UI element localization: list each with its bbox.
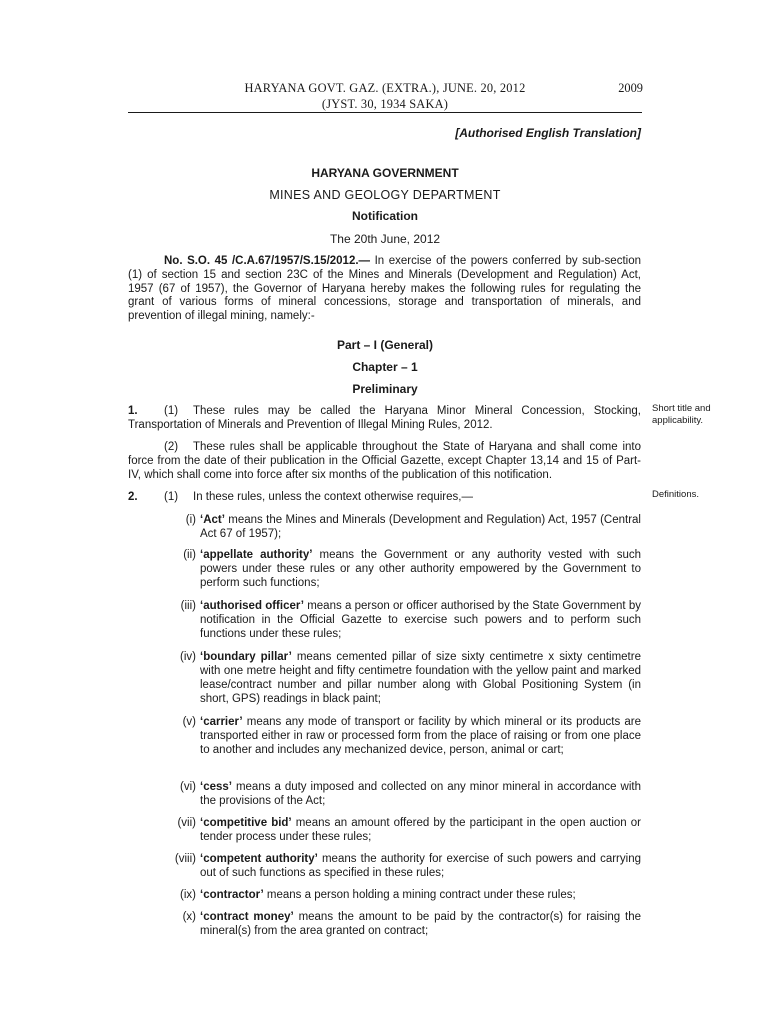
definition-meaning: means cemented pillar of size sixty centimetre x sixty centimetre with one metre height and fifty centimetre foundation with the yellow paint and marked lease/contract number and pillar number along with Global Positioning System (in short, GPS) readings in black paint; [200,651,641,705]
marginal-note-short-title: Short title and applicability. [652,403,711,426]
definition-text [200,650,641,706]
definition-numeral: (x) [182,911,196,923]
translation-note: [Authorised English Translation] [455,126,641,140]
definition-meaning: means the amount to be paid by the contractor(s) for raising the mineral(s) from the area granted on contract; [200,911,641,937]
definition-numeral: (iii) [180,600,196,612]
definition-numeral: (vi) [180,781,196,793]
definition-term: ‘cess’ [200,781,232,793]
definition-text [200,599,641,641]
definition-term: ‘carrier’ [200,716,243,728]
definition-text [200,715,641,757]
definition-meaning: means any mode of transport or facility by which mineral or its products are transported either in raw or processed form from the place of raising or from one place to another and includes any mechanized device, person, animal or cart; [200,716,641,756]
rule-2-intro [128,491,641,505]
rule-1-clause-2 [128,441,641,482]
rule-1-sub1-marker: (1) [164,405,179,417]
rule-1-clause-1 [128,405,641,433]
notification-number: No. S.O. 45 /C.A.67/1957/S.15/2012.— [164,255,371,267]
definition-text [200,888,641,902]
definition-text [200,852,641,880]
rule-2-intro-text: In these rules, unless the context otherwise requires,— [193,491,473,503]
gazette-header-line2: (JYST. 30, 1934 SAKA) [321,96,449,111]
definition-term: ‘competent authority’ [200,853,318,865]
definition-numeral: (viii) [174,853,196,865]
definition-meaning: means a person holding a mining contract under these rules; [263,889,576,901]
header-rule [128,112,642,113]
definition-term: ‘authorised officer’ [200,600,304,612]
part-heading: Part – I (General) [336,338,434,352]
definition-term: ‘Act’ [200,514,225,526]
definition-numeral: (v) [182,716,196,728]
rule-2-number: 2. [128,491,138,503]
government-heading: HARYANA GOVERNMENT [311,166,459,180]
notification-date: The 20th June, 2012 [329,232,441,246]
definition-text [200,816,641,844]
definition-meaning: means an amount offered by the participant in the open auction or tender process under these rules; [200,817,641,843]
definition-numeral: (ii) [183,549,196,561]
rule-1-sub2-text: These rules shall be applicable throughout the State of Haryana and shall come into force from the date of their publication in the Official Gazette, except Chapter 13,14 and 15 of Part-IV, which shall come into force after six months of the publication of this notification. [128,441,641,481]
definition-text [200,548,641,590]
marginal-note-definitions: Definitions. [652,489,699,500]
rule-1-number: 1. [128,405,138,417]
definition-term: ‘appellate authority’ [200,549,313,561]
definition-numeral: (i) [185,514,196,526]
definition-meaning: means a duty imposed and collected on any minor mineral in accordance with the provisions of the Act; [200,781,641,807]
rule-2-sub1-marker: (1) [164,491,179,503]
definition-meaning: means the Government or any authority vested with such powers under these rules or any other authority empowered by the Government to perform such functions; [200,549,641,589]
notification-title: Notification [352,209,418,223]
definition-term: ‘contractor’ [200,889,264,901]
definition-term: ‘contract money’ [200,911,294,923]
gazette-header-line1: HARYANA GOVT. GAZ. (EXTRA.), JUNE. 20, 2012 [244,81,526,95]
page-number: 2009 [618,81,643,95]
chapter-title: Preliminary [352,382,418,396]
definition-numeral: (ix) [180,889,196,901]
definition-meaning: means a person or officer authorised by the State Government by notification in the Official Gazette to exercise such powers and to perform such functions under these rules; [200,600,641,640]
gazette-header [200,81,570,112]
definition-meaning: means the authority for exercise of such powers and carrying out of such functions as specified in these rules; [200,853,641,879]
definition-term: ‘boundary pillar’ [200,651,292,663]
definition-text [200,513,641,541]
rule-1-sub2-marker: (2) [164,441,179,453]
department-heading: MINES AND GEOLOGY DEPARTMENT [269,188,501,202]
preamble-paragraph [128,255,641,324]
definition-meaning: means the Mines and Minerals (Development and Regulation) Act, 1957 (Central Act 67 of 1957); [200,514,641,540]
preamble-text: In exercise of the powers conferred by sub-section (1) of section 15 and section 23C of the Mines and Minerals (Development and Regulation) Act, 1957 (67 of 1957), the Governor of Haryana hereby makes the following rules for regulating the grant of various forms of mineral concessions, storage and transportation of minerals, and prevention of illegal mining, namely:- [128,255,641,323]
definition-numeral: (iv) [180,651,196,663]
definition-numeral: (vii) [177,817,196,829]
definition-text [200,780,641,808]
definition-text [200,910,641,938]
definition-term: ‘competitive bid’ [200,817,292,829]
rule-1-sub1-text: These rules may be called the Haryana Minor Mineral Concession, Stocking, Transportation of Minerals and Prevention of Illegal Mining Rules, 2012. [128,405,641,431]
chapter-heading: Chapter – 1 [352,360,418,374]
